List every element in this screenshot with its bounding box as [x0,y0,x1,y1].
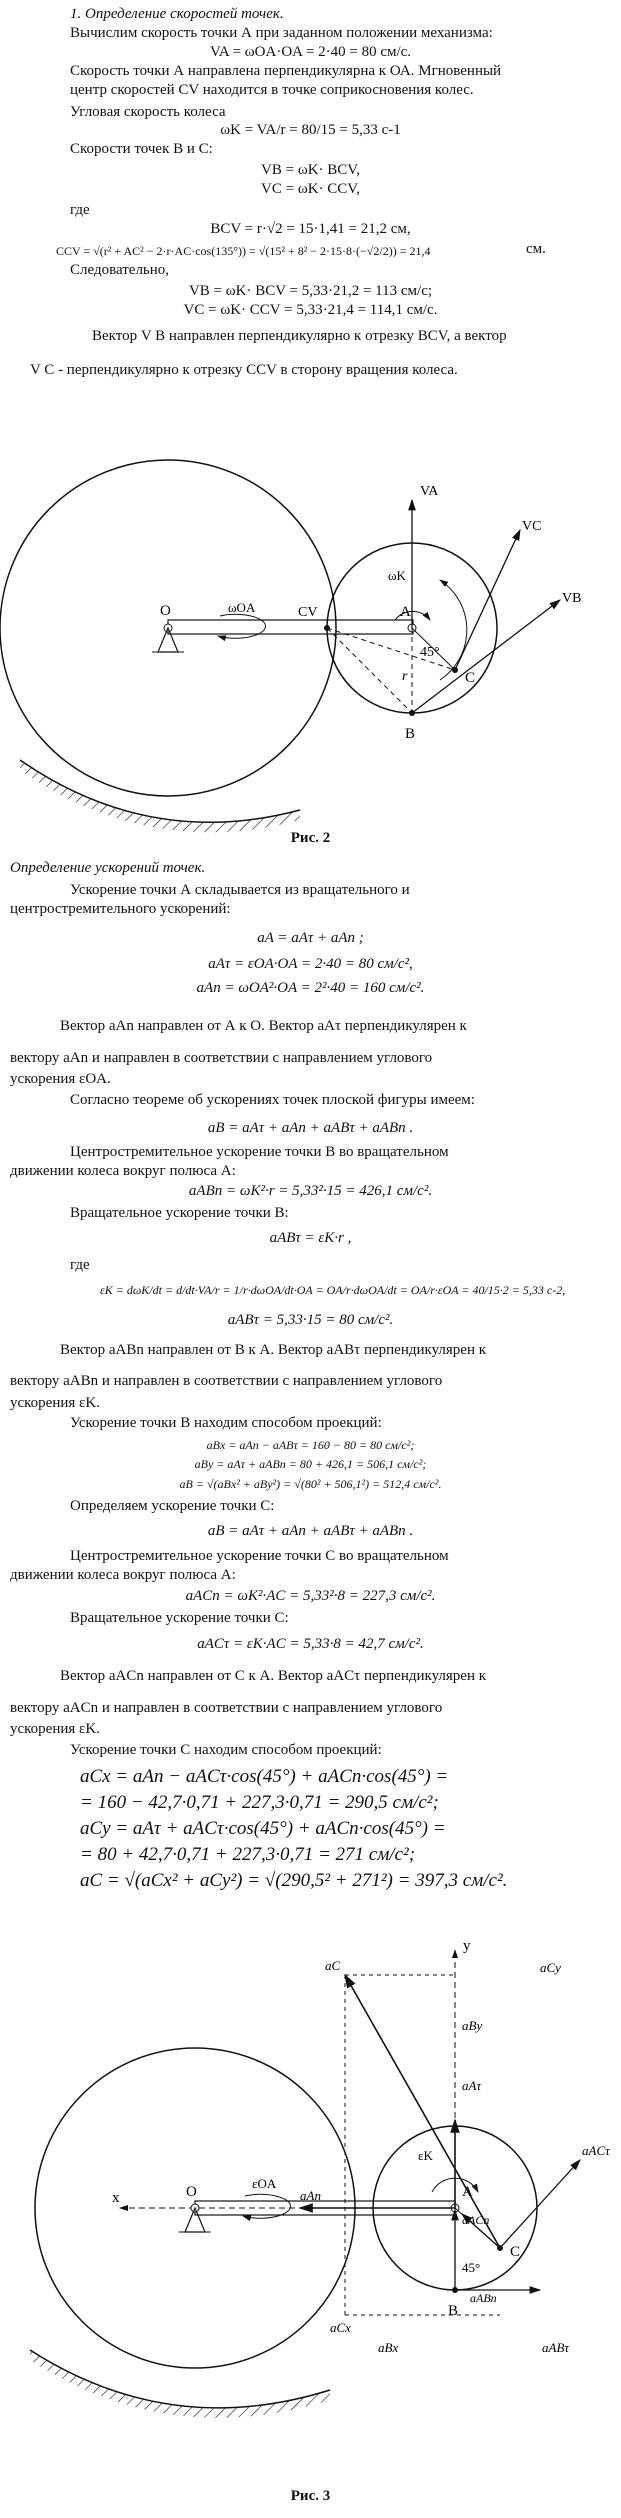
text-line: ускорения εK. [10,1395,100,1411]
text-line: Ускорение точки В находим способом проекций: [70,1415,382,1431]
label-eps-k: εK [418,2148,433,2163]
section-heading-accelerations: Определение ускорений точек. [10,860,206,876]
formula-acy: aCy = aAτ + aACτ·cos(45°) + aACn·cos(45°) = [80,1818,446,1839]
formula-acx: aCx = aAn − aACτ·cos(45°) + aACn·cos(45°) = [80,1766,449,1787]
label-aat: aAτ [462,2078,482,2093]
label-aan: aAn [300,2188,321,2203]
formula-ac-sum: aB = aAτ + aAn + aABτ + aABn . [207,1523,414,1539]
text-line: где [70,1257,90,1273]
text-line: V C - перпендикулярно к отрезку CCV в сторону вращения колеса. [30,362,458,378]
label-b: B [448,2303,459,2319]
formula-vc-value: VC = ωK· CCV = 5,33·21,4 = 114,1 см/с. [183,302,438,318]
formula-ccv: CCV = √(r² + AC² − 2·r·AC·cos(135°)) = √(15² + 8² − 2·15·8·(−√2/2)) = 21,4 [56,244,431,258]
label-o: O [160,603,171,619]
formula-aab-tau-value: aABτ = 5,33·15 = 80 см/с². [227,1312,394,1328]
label-c: C [510,2244,521,2260]
text-line: где [70,202,90,218]
label-angle: 45° [420,645,440,660]
text-line: Вращательное ускорение точки С: [70,1610,289,1626]
vector-vc [455,530,520,670]
formula-vc: VC = ωK· CCV, [261,181,360,197]
label-abn: aABn [470,2291,497,2305]
formula-acx-value: = 160 − 42,7·0,71 + 227,3·0,71 = 290,5 см/с²; [80,1792,439,1813]
text-line: Вектор aACn направлен от С к А. Вектор aACτ перпендикулярен к [60,1668,487,1684]
label-omega-oa: ωOA [228,600,256,615]
formula-ccv-unit: см. [526,241,546,257]
text-line: Вычислим скорость точки А при заданном положении механизма: [70,25,493,41]
text-line: Ускорение точки А складывается из вращательного и [70,882,410,898]
vector-ac [345,1975,500,2248]
label-x: x [112,2190,120,2206]
label-vc: VC [522,519,542,534]
label-omega-k: ωK [388,568,406,583]
formula-ab: aB = aAτ + aAn + aABτ + aABn . [207,1120,414,1136]
formula-aa-n: aAn = ωOA²·OA = 2²·40 = 160 см/с². [196,980,425,996]
label-r: r [402,669,408,684]
label-angle: 45° [462,2260,481,2275]
vector-act [500,2160,580,2248]
text-line: Ускорение точки С находим способом проекций: [70,1742,382,1758]
formula-va: VA = ωOA·OA = 2·40 = 80 см/с. [209,44,412,60]
formula-bcv: BCV = r·√2 = 15·1,41 = 21,2 см, [210,221,411,237]
formula-aa-tau: aAτ = εOA·OA = 2·40 = 80 см/с², [208,956,413,972]
rotation-arrow [440,580,467,680]
text-line: Скорость точки А направлена перпендикулярна к ОА. Мгновенный [70,63,502,79]
formula-aby: aBy = aAτ + aABn = 80 + 426,1 = 506,1 см/с²; [194,1457,427,1471]
text-line: Определяем ускорение точки С: [70,1498,275,1514]
segment-bcv [327,628,412,713]
omega-oa-arrow [218,614,266,638]
formula-ab-total: aB = √(aBx² + aBy²) = √(80² + 506,1²) = 512,4 см/с². [179,1477,442,1491]
text-line: Угловая скорость колеса [70,104,226,120]
formula-eps-k: εK = dωK/dt = d/dt·VA/r = 1/r·dωOA/dt·OA = OA/r·dωOA/dt = OA/r·εOA = 40/15·2 = 5,33 с-2, [100,1283,566,1297]
label-vb: VB [562,591,582,606]
label-eps-oa: εOA [252,2176,277,2191]
formula-aab-n: aABn = ωK²·r = 5,33²·15 = 426,1 см/с². [188,1183,433,1199]
text-line: Вращательное ускорение точки В: [70,1205,289,1221]
label-va: VA [420,484,439,499]
crank-oa [168,620,413,634]
text-line: центр скоростей CV находится в точке соприкосновения колес. [70,82,474,98]
figure-2 [0,380,621,860]
label-b: B [405,726,416,742]
label-abt: aABτ [542,2340,570,2355]
text-line: движении колеса вокруг полюса А: [10,1163,236,1179]
section-heading-velocities: 1. Определение скоростей точек. [70,6,284,22]
text-line: Следовательно, [70,262,170,278]
text-line: Вектор aABn направлен от В к А. Вектор aABτ перпендикулярен к [60,1342,487,1358]
formula-vb: VB = ωK· BCV, [261,162,360,178]
label-a: A [462,2184,473,2200]
figure-3-caption: Рис. 3 [290,2488,331,2504]
label-acn: aACn [462,2213,490,2227]
label-aby: aBy [462,2018,483,2033]
text-line: ускорения εOA. [10,1071,111,1087]
formula-aab-tau: aABτ = εK·r , [269,1230,352,1246]
text-line: Вектор V B направлен перпендикулярно к отрезку BCV, а вектор [92,328,507,344]
text-line: вектору aAn и направлен в соответствии с направлением углового [10,1050,433,1066]
formula-omega-k: ωK = VA/r = 80/15 = 5,33 с-1 [220,122,401,138]
formula-aac-tau: aACτ = εK·AC = 5,33·8 = 42,7 см/с². [197,1636,424,1652]
text-line: вектору aACn и направлен в соответствии с направлением углового [10,1700,443,1716]
text-line: ускорения εK. [10,1721,100,1737]
label-cv: CV [298,605,318,620]
text-line: Центростремительное ускорение точки В во вращательном [70,1144,449,1160]
figure-3 [0,1920,621,2480]
label-ac: aC [325,1958,341,1973]
formula-acy-value: = 80 + 42,7·0,71 + 227,3·0,71 = 271 см/с²; [80,1844,416,1865]
label-y: y [463,1938,471,1954]
figure-2-caption: Рис. 2 [290,830,331,846]
text-line: Согласно теореме об ускорениях точек плоской фигуры имеем: [70,1092,475,1108]
formula-abx: aBx = aAn − aABτ = 160 − 80 = 80 см/с²; [206,1438,415,1452]
formula-vb-value: VB = ωK· BCV = 5,33·21,2 = 113 см/с; [188,283,433,299]
ground-hatch [30,2350,330,2418]
label-acx: aCx [330,2320,351,2335]
label-o: O [186,2184,197,2200]
label-bx: aBx [378,2340,399,2355]
text-line: центростремительного ускорений: [10,901,231,917]
formula-aa: aA = aAτ + aAn ; [257,930,364,946]
label-acy: aCy [540,1960,561,1975]
text-line: движении колеса вокруг полюса А: [10,1567,236,1583]
formula-aac-n: aACn = ωK²·AC = 5,33²·8 = 227,3 см/с². [185,1588,436,1604]
text-line: Вектор aAn направлен от А к О. Вектор aAτ перпендикулярен к [60,1018,467,1034]
text-line: Центростремительное ускорение точки С во вращательном [70,1548,449,1564]
text-line: вектору aABn и направлен в соответствии с направлением углового [10,1373,443,1389]
label-a: A [400,604,411,620]
formula-ac-total: aC = √(aCx² + aCy²) = √(290,5² + 271²) = 397,3 см/с². [80,1870,508,1891]
label-c: C [465,670,476,686]
text-line: Скорости точек В и С: [70,141,213,157]
label-act: aACτ [582,2143,610,2158]
